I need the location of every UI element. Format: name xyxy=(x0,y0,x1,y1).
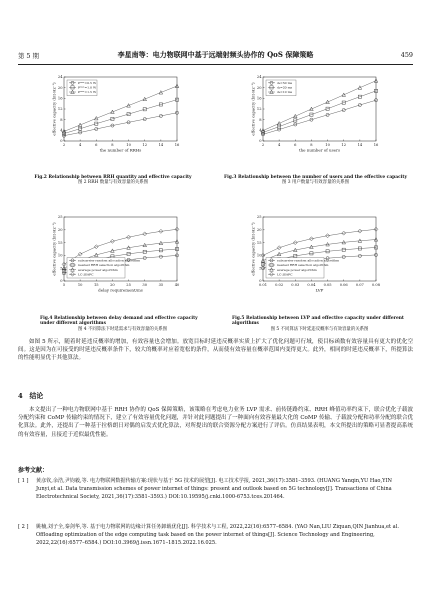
y-tick-label: 0 xyxy=(259,279,262,284)
x-tick-label: 10 xyxy=(325,143,330,147)
series-1 xyxy=(261,99,377,136)
figure-5-caption xyxy=(232,316,407,332)
y-tick-label: 5 xyxy=(259,266,262,271)
y-tick-label: 0 xyxy=(60,139,63,144)
chart-svg xyxy=(50,75,180,159)
legend xyxy=(266,80,296,96)
x-tick-label: 0.04 xyxy=(307,283,316,287)
legend-label: Pᵐᵃˣ=0.5 W xyxy=(78,81,97,85)
figure-2-caption-cn: 图 2 RRH 数量与有效容量的关系图 xyxy=(77,180,149,186)
y-tick-label: 20 xyxy=(57,85,63,90)
legend-label: dₖ=50 ms xyxy=(277,81,293,85)
series-line xyxy=(263,91,376,133)
y-tick-label: 20 xyxy=(256,85,262,90)
figure-4-caption-en: Fig.4 Relationship between delay demand and effective capacity under different algorithms xyxy=(40,316,198,327)
paragraph-fig5-discussion: 如图 5 所示，随着时延违反概率的增加，有效容量也会增加。放宽目标时延违反概率实质上扩大了优化问题可行域，使目标函数有效容量具有更大的优化空间。这是因为在可接受的时延违反概率条件下，较大的概率对应着宽松的条件，从而使有效容量在概率范围内变得更大。此外，相同的时延违反概率下，所提算法的性能明显优于其他算法。 xyxy=(18,339,413,362)
figure-2 xyxy=(50,75,180,159)
x-tick-label: 2 xyxy=(62,143,66,147)
x-tick-label: 20 xyxy=(110,283,115,287)
x-tick-label: 10 xyxy=(77,283,83,287)
figure-2-caption-en: Fig.2 Relationship between RRH quantity and effective capacity xyxy=(34,175,192,180)
x-tick-label: 4 xyxy=(78,143,82,147)
legend-label: average power algorithm xyxy=(78,267,118,272)
x-tick-label: 16 xyxy=(373,143,379,147)
x-tick-label: 25 xyxy=(126,283,131,287)
y-tick-label: 15 xyxy=(57,240,63,245)
y-tick-label: 10 xyxy=(57,253,63,258)
x-tick-label: 12 xyxy=(341,143,347,147)
y-axis-label: effective capacity (bit·Hz⁻¹) xyxy=(51,222,57,276)
y-tick-label: 20 xyxy=(57,228,63,232)
paragraph-conclusion: 本文提出了一种电力物联网中基于 RRH 协作的 QoS 保障策略，该策略在考虑电力业务 LVP 需求、前传链路约束、RRH 峰值功率约束下，联合优化子载波分配约束和 CoMP 传输约束的情况下，建立了有效容量优化问题，并针对此问题提出了一种面向有效容量最大化的 CoMP 传输、子载波分配和功率分配的联合优化算法。此外，还提出了一种基于拉格朗日对偶的启发式优化算法，对所提出的联合资源分配方案进行了评估。仿真结果表明，本文所提出的策略可显著提高系统的有效容量，且接近于近似最优性能。 xyxy=(18,407,413,438)
x-tick-label: 0.03 xyxy=(291,283,300,287)
reference-item-1 xyxy=(18,478,413,501)
figure-4 xyxy=(50,215,180,299)
figure-2-caption xyxy=(18,175,208,186)
y-tick-label: 4 xyxy=(259,128,262,133)
legend-label: LC-JSAPC xyxy=(78,272,94,277)
x-axis-label: delay requirement/ms xyxy=(98,287,143,293)
x-tick-label: 0.06 xyxy=(339,283,348,287)
references-heading: 参考文献： xyxy=(18,467,49,474)
y-axis-label: effective capacity (bit·Hz⁻¹) xyxy=(51,82,57,136)
figure-4-caption xyxy=(40,316,205,332)
x-tick-label: 0.02 xyxy=(275,283,284,287)
running-header xyxy=(18,51,413,63)
legend-label: nearest RRH selection algorithm xyxy=(277,263,329,268)
chart-svg xyxy=(50,215,180,299)
x-axis-label: the number of users xyxy=(299,147,340,153)
x-axis-label: the number of RRHs xyxy=(99,147,142,153)
x-tick-label: 30 xyxy=(142,283,148,287)
y-tick-label: 24 xyxy=(256,75,262,80)
x-tick-label: 2 xyxy=(261,143,265,147)
y-tick-label: 16 xyxy=(57,96,63,101)
section-heading-conclusion: 4 结论 xyxy=(18,392,44,400)
figure-5-caption-cn: 图 5 不同算法下时延违反概率与有效容量的关系图 xyxy=(270,326,369,332)
legend xyxy=(67,80,97,96)
y-tick-label: 0 xyxy=(259,139,262,144)
y-tick-label: 16 xyxy=(256,96,262,101)
reference-number: [ 1 ] xyxy=(18,478,29,484)
figure-4-caption-cn: 图 4 不同算法下时延需求与有效容量的关系图 xyxy=(77,326,167,332)
figure-5-caption-en: Fig.5 Relationship between LVP and effective capacity under different algorithms xyxy=(232,316,404,327)
x-tick-label: 8 xyxy=(111,143,114,147)
series-2 xyxy=(261,89,377,134)
legend-label: dₖ=10 ms xyxy=(277,90,293,95)
legend xyxy=(67,258,140,278)
legend-label: subcarrier random allocation algorithm xyxy=(277,258,340,263)
x-tick-label: 0.05 xyxy=(323,283,332,287)
figure-3-caption xyxy=(218,175,413,186)
series-line xyxy=(64,100,177,134)
x-tick-label: 16 xyxy=(174,143,180,147)
y-tick-label: 25 xyxy=(57,215,63,220)
page-number: 459 xyxy=(400,51,413,59)
y-tick-label: 5 xyxy=(60,266,63,271)
y-tick-label: 25 xyxy=(256,215,262,220)
x-tick-label: 14 xyxy=(357,143,363,147)
figure-3-caption-en: Fig.3 Relationship between the number of users and the effective capacity xyxy=(223,175,407,180)
legend-label: average power algorithm xyxy=(277,267,317,272)
x-tick-label: 5 xyxy=(62,283,66,287)
legend-label: Pᵐᵃˣ=1.5 W xyxy=(78,90,97,95)
x-tick-label: 35 xyxy=(158,283,164,287)
x-tick-label: 14 xyxy=(158,143,164,147)
figure-3 xyxy=(249,75,379,159)
x-tick-label: 12 xyxy=(142,143,148,147)
legend xyxy=(266,258,339,278)
issue-number: 第 5 期 xyxy=(18,52,39,60)
y-tick-label: 4 xyxy=(60,128,63,133)
chart-svg xyxy=(249,75,379,159)
reference-text: 黄彦钦,余浩,尹钧毅,等. 电力物联网数据传输方案:现状与基于 5G 技术的展望[J]. 电工技术学报, 2021,36(17):3581–3593. (HUANG Yanqin,YU Hao,YIN Junyi,et al. Data transmission schemes of power internet of things: present and outlook based on 5G technology[J]. Transactions of China Electrotechnical Society, 2021,36(17):3581–3593.) DOI:10.19595/j.cnki.1000-6753.tces.201464. xyxy=(36,478,392,500)
y-tick-label: 20 xyxy=(256,228,262,232)
legend-label: nearest RRH selection algorithm xyxy=(78,263,130,268)
y-tick-label: 10 xyxy=(256,253,262,258)
y-tick-label: 8 xyxy=(60,117,63,122)
figure-5 xyxy=(249,215,379,299)
y-tick-label: 8 xyxy=(259,117,262,122)
x-tick-label: 40 xyxy=(174,283,180,287)
x-tick-label: 10 xyxy=(126,143,131,147)
running-title: 李星南等：电力物联网中基于远端射频头协作的 QoS 保障策略 xyxy=(117,50,314,59)
header-rule xyxy=(18,64,413,65)
y-tick-label: 0 xyxy=(60,279,63,284)
reference-item-2 xyxy=(18,524,413,547)
legend-label: subcarrier random allocation algorithm xyxy=(78,258,141,263)
reference-number: [ 2 ] xyxy=(18,524,29,530)
y-tick-label: 24 xyxy=(57,75,63,80)
figure-3-caption-cn: 图 3 用户数量与有效容量的关系图 xyxy=(281,180,350,186)
y-axis-label: effective capacity (bit·Hz⁻¹) xyxy=(250,222,256,276)
legend-label: LC-JSAPC xyxy=(277,272,293,277)
series-2 xyxy=(62,98,178,135)
y-axis-label: effective capacity (bit·Hz⁻¹) xyxy=(250,82,256,136)
x-tick-label: 15 xyxy=(93,283,99,287)
x-axis-label: LVP xyxy=(315,287,324,293)
x-tick-label: 0.07 xyxy=(355,283,364,287)
y-tick-label: 12 xyxy=(57,107,63,112)
x-tick-label: 0.01 xyxy=(258,283,268,287)
x-tick-label: 6 xyxy=(95,143,98,147)
x-tick-label: 6 xyxy=(294,143,297,147)
legend-label: Pᵐᵃˣ=1.0 W xyxy=(78,85,97,90)
chart-svg xyxy=(249,215,379,299)
x-tick-label: 4 xyxy=(277,143,281,147)
reference-text: 姚楠,刘子全,秦剑华,等. 基于电力物联网的边缘计算任务卸载优化[J]. 科学技术与工程, 2022,22(16):6577–6584. (YAO Nan,LIU Ziquan,QIN Jianhua,et al. Offloading optimization of the edge computing task based on the power internet of things[J]. Science Technology and Engineering, 2022,22(16):6577–6584.) DOI:10.3969/j.issn.1671–1815.2022.16.025. xyxy=(36,524,399,546)
y-tick-label: 12 xyxy=(256,107,262,112)
x-tick-label: 8 xyxy=(310,143,313,147)
legend-label: dₖ=20 ms xyxy=(277,85,293,90)
x-tick-label: 0.08 xyxy=(371,283,381,287)
y-tick-label: 15 xyxy=(256,240,262,245)
